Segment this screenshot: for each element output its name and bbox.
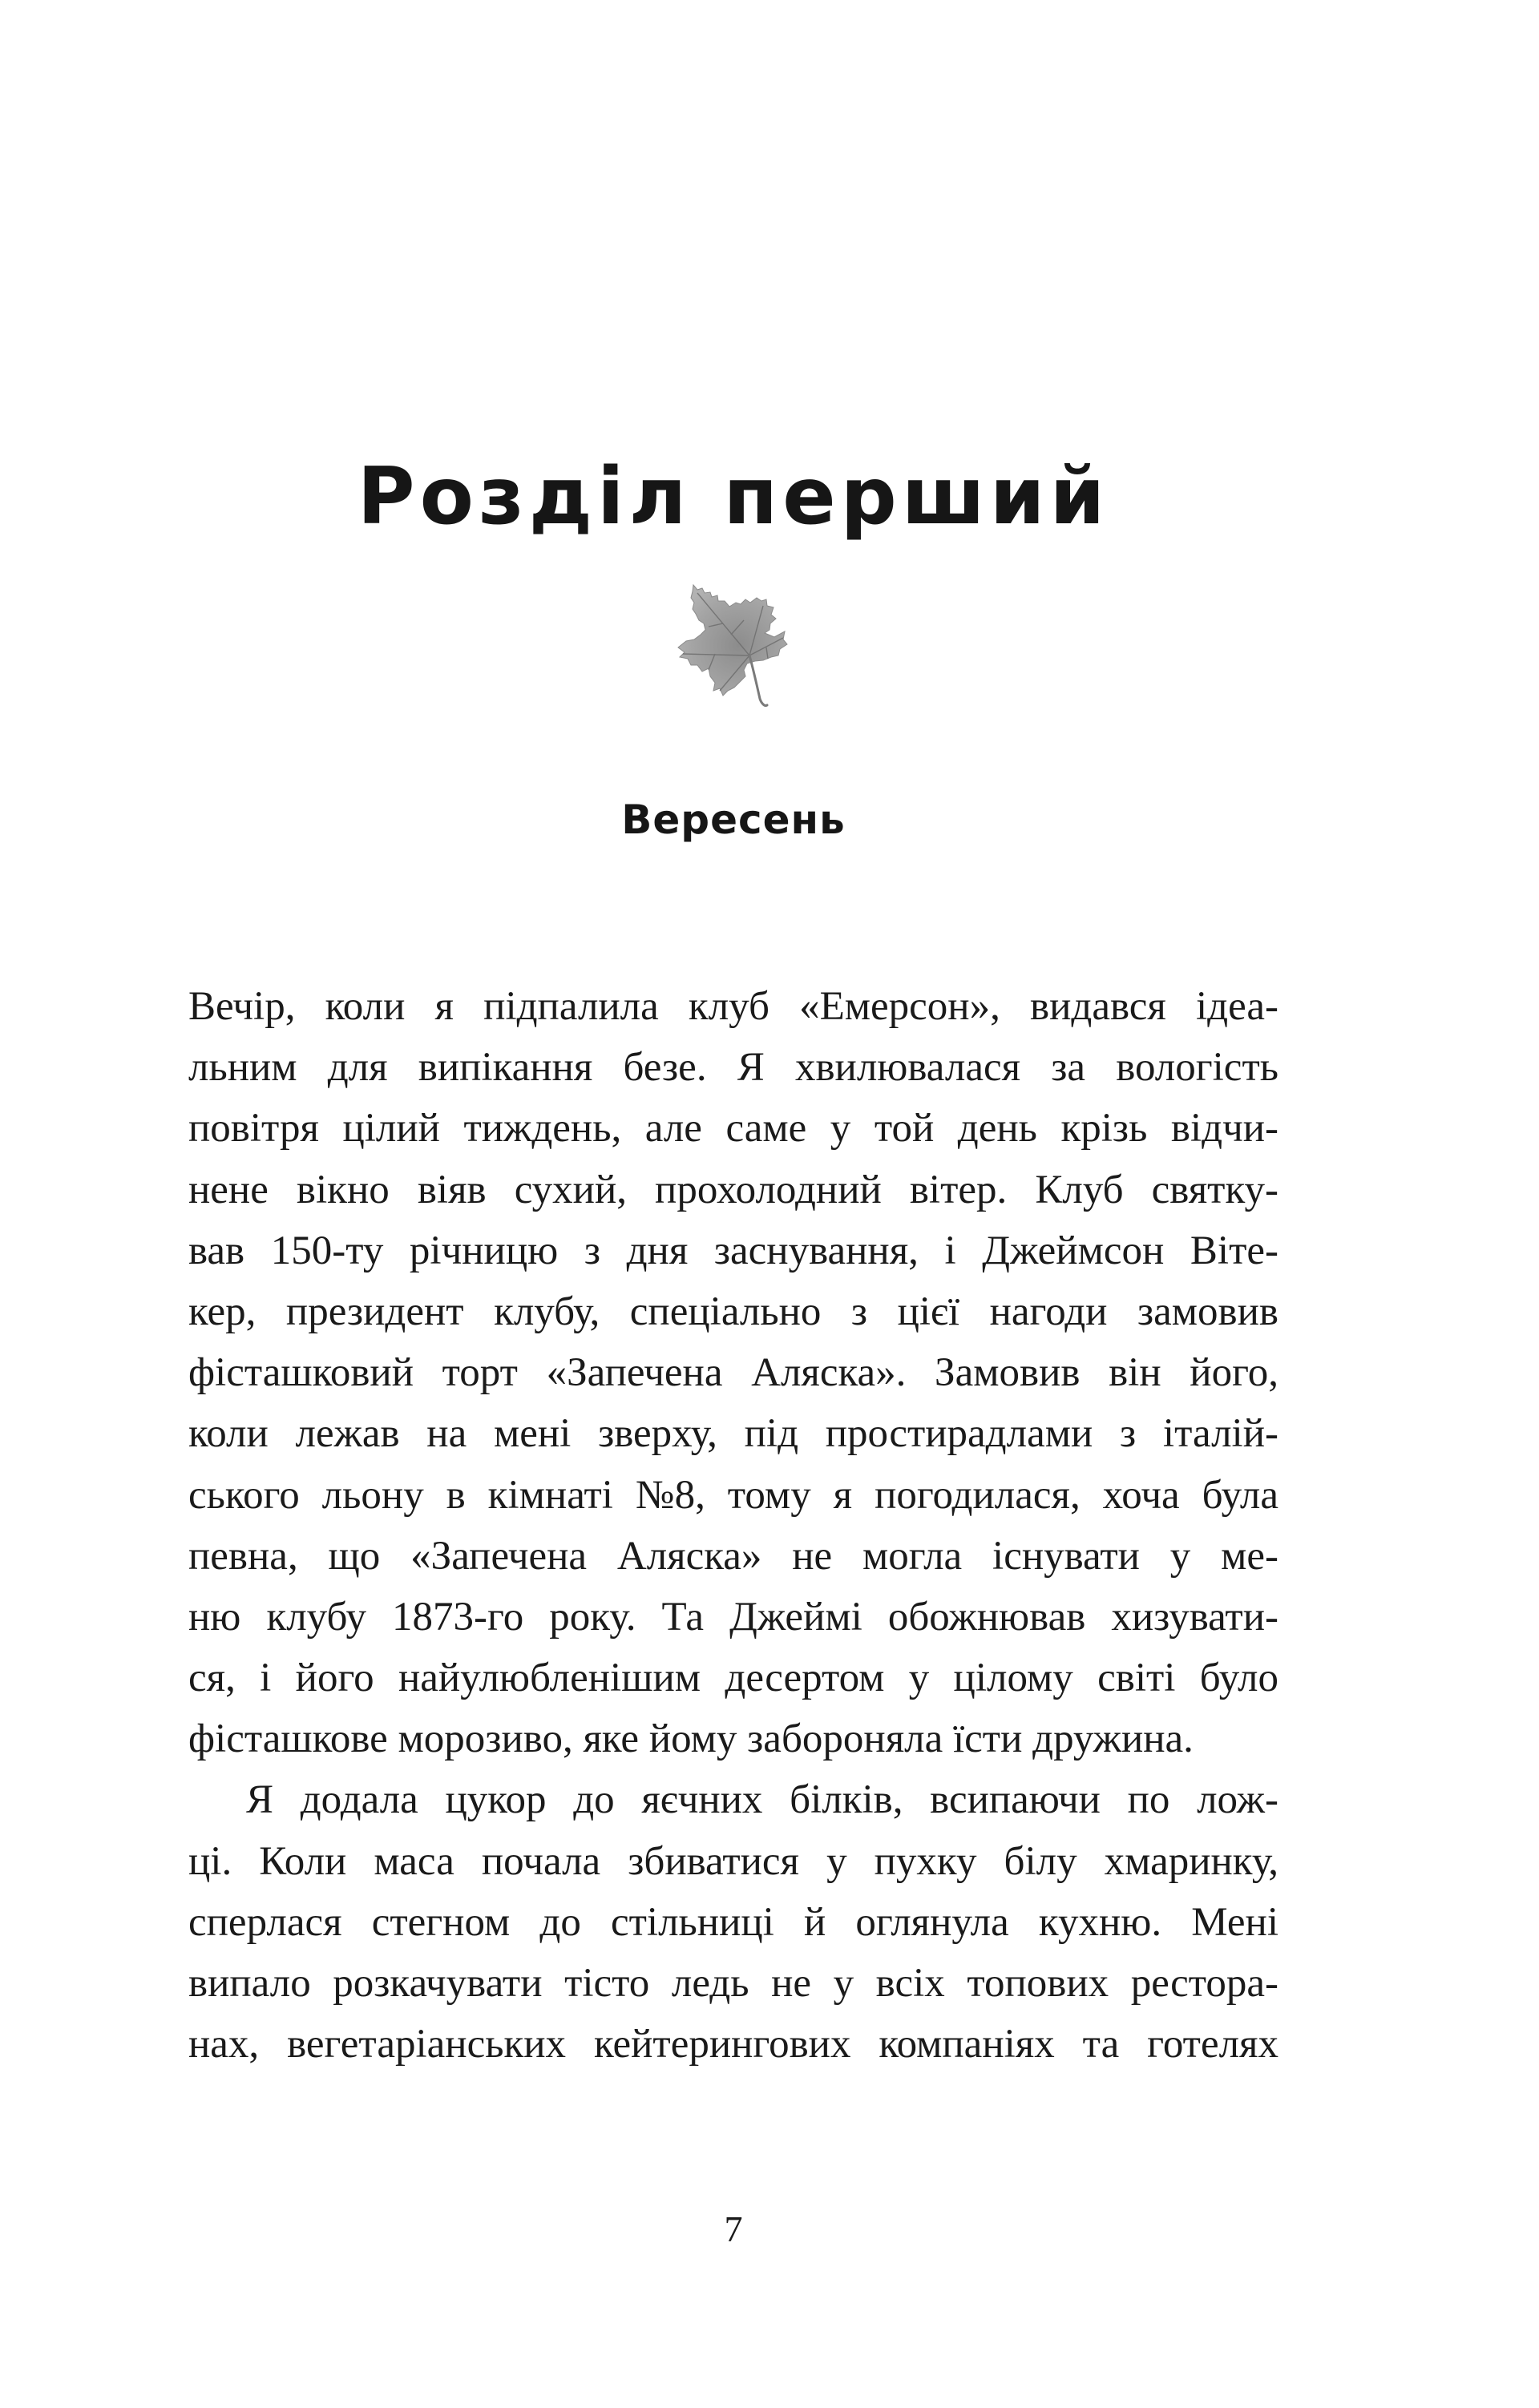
text-line: ського льону в кімнаті №8, тому я погодилася, хоча була <box>188 1472 1278 1518</box>
page-number: 7 <box>724 2208 743 2249</box>
text-line: ці. Коли маса почала збиватися у пухку білу хмаринку, <box>188 1838 1278 1884</box>
text-line: коли лежав на мені зверху, під простирадлами з італій- <box>188 1411 1278 1457</box>
text-line: фісташкове морозиво, яке йому забороняла їсти дружина. <box>188 1716 1194 1762</box>
text-line: певна, що «Запечена Аляска» не могла існувати у ме- <box>188 1533 1278 1579</box>
chapter-title: Розділ перший <box>357 451 1110 543</box>
text-line: нене вікно віяв сухий, прохолодний вітер. Клуб святку- <box>188 1167 1278 1212</box>
body-text <box>188 976 1278 2075</box>
text-line: ся, і його найулюбленішим десертом у цілому світі було <box>188 1656 1278 1701</box>
section-title: Вересень <box>621 797 846 843</box>
text-line: Я додала цукор до яєчних білків, всипаючи по лож- <box>246 1777 1278 1823</box>
text-line: випало розкачувати тісто ледь не у всіх топових рестора- <box>188 1961 1278 2006</box>
text-line: льним для випікання безе. Я хвилювалася за вологість <box>188 1045 1278 1091</box>
text-line: фісташковий торт «Запечена Аляска». Замовив він його, <box>188 1350 1278 1396</box>
text-line: кер, президент клубу, спеціально з цієї нагоди замовив <box>188 1289 1278 1334</box>
text-line: повітря цілий тиждень, але саме у той день крізь відчи- <box>188 1106 1278 1152</box>
text-line: Вечір, коли я підпалила клуб «Емерсон», видався ідеа- <box>188 984 1278 1029</box>
text-line: нах, вегетаріанських кейтерингових компаніях та готелях <box>188 2022 1278 2067</box>
text-line: вав 150-ту річницю з дня заснування, і Джеймсон Віте- <box>188 1228 1278 1273</box>
text-line: ню клубу 1873-го року. Та Джеймі обожнював хизувати- <box>188 1594 1278 1640</box>
text-line: сперлася стегном до стільниці й оглянула кухню. Мені <box>188 1899 1278 1945</box>
maple-leaf-icon <box>667 571 803 715</box>
